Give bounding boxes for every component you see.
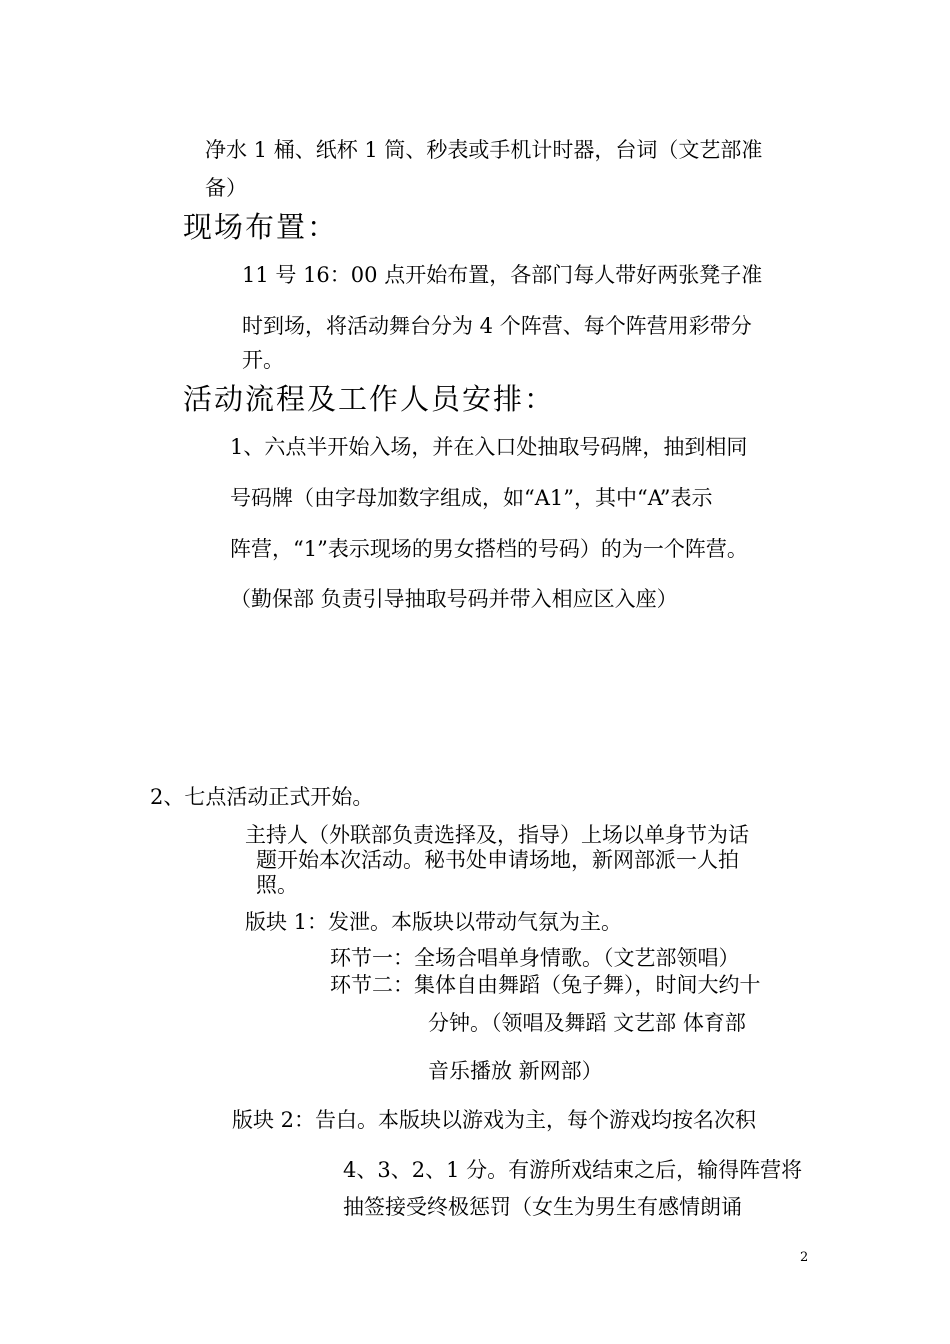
setup-line-1: 11 号 16：00 点开始布置，各部门每人带好两张凳子准 [242, 263, 763, 287]
host-line-1: 主持人（外联部负责选择及，指导）上场以单身节为话 [245, 823, 749, 847]
setup-heading: 现场布置： [183, 210, 339, 244]
host-line-3: 照。 [256, 873, 298, 897]
step1-note: （勤保部 负责引导抽取号码并带入相应区入座） [230, 587, 678, 611]
block2-line-3: 抽签接受终极惩罚（女生为男生有感情朗诵 [343, 1195, 742, 1219]
step1-line-2: 号码牌（由字母加数字组成，如“A1”，其中“A”表示 [230, 486, 713, 510]
materials-line-1: 净水 1 桶、纸杯 1 筒、秒表或手机计时器，台词（文艺部准 [205, 138, 763, 162]
block1-link-2-line-1: 环节二：集体自由舞蹈（兔子舞），时间大约十 [330, 973, 761, 997]
setup-line-2: 时到场，将活动舞台分为 4 个阵营、每个阵营用彩带分 [242, 314, 752, 338]
block1-title: 版块 1：发泄。本版块以带动气氛为主。 [245, 910, 623, 934]
materials-line-2: 备） [205, 176, 247, 200]
process-heading: 活动流程及工作人员安排： [183, 382, 556, 416]
host-line-2: 题开始本次活动。秘书处申请场地，新网部派一人拍 [256, 848, 739, 872]
block1-link-2-line-3: 音乐播放 新网部） [428, 1059, 603, 1083]
step2-title: 2、七点活动正式开始。 [150, 785, 374, 809]
setup-line-3: 开。 [242, 348, 284, 372]
block2-line-1: 版块 2：告白。本版块以游戏为主，每个游戏均按名次积 [232, 1108, 757, 1132]
block1-link-2-line-2: 分钟。（领唱及舞蹈 文艺部 体育部 [428, 1011, 746, 1035]
step1-line-1: 1、六点半开始入场，并在入口处抽取号码牌，抽到相同 [230, 435, 748, 459]
block1-link-1: 环节一：全场合唱单身情歌。（文艺部领唱） [330, 946, 740, 970]
step1-line-3: 阵营，“1”表示现场的男女搭档的号码）的为一个阵营。 [230, 537, 748, 561]
block2-line-2: 4、3、2、1 分。有游所戏结束之后，输得阵营将 [343, 1158, 803, 1182]
page-number: 2 [800, 1250, 809, 1265]
